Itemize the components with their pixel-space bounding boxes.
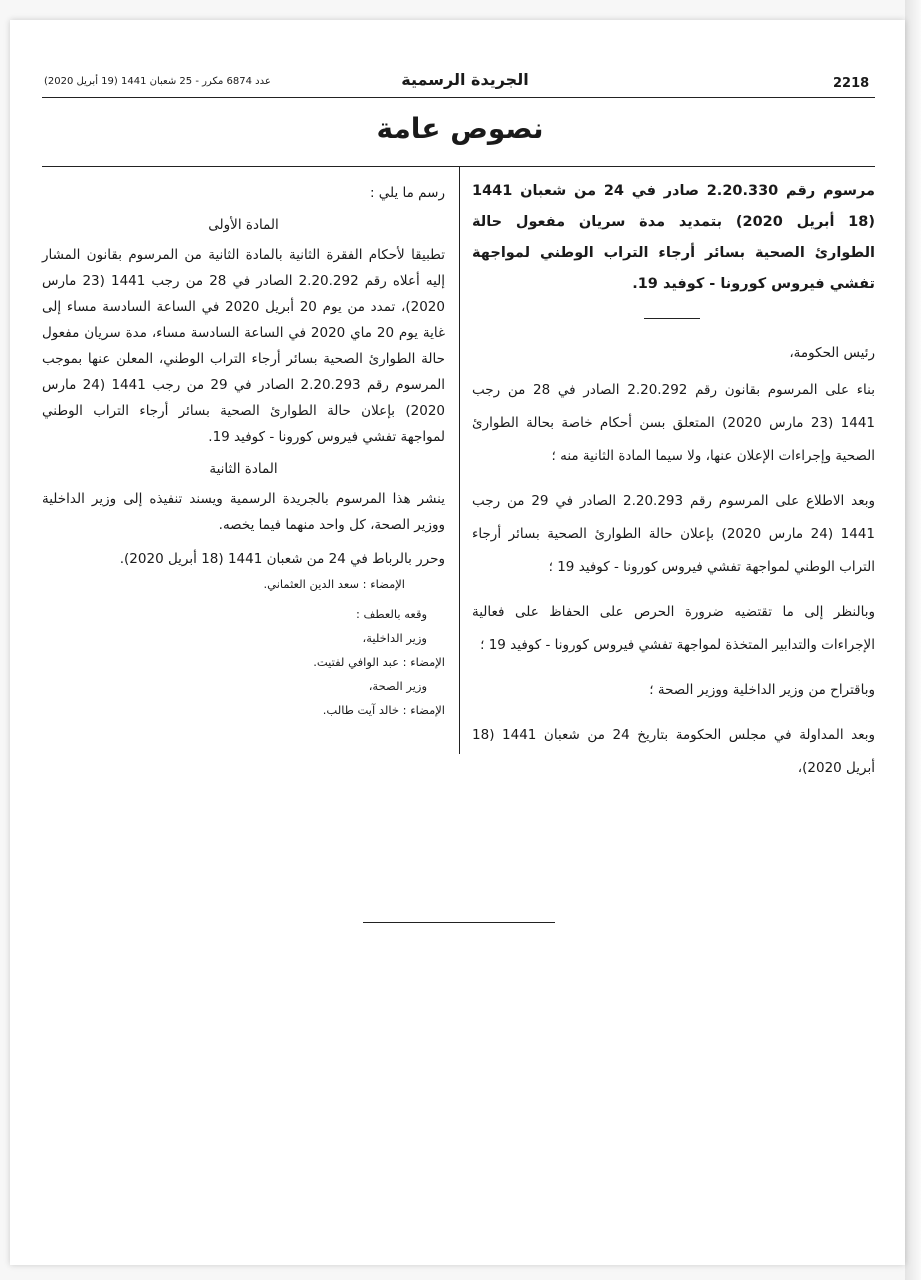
article-1-text: تطبيقا لأحكام الفقرة الثانية بالمادة الثانية من المرسوم بقانون المشار إليه أعلاه رقم 2.20.292 الصادر في 28 من رجب 1441 (23 مارس 2020)، تمدد من يوم 20 أبريل 2020 في الساعة السادسة مساء إلى غاية يوم 20 ماي 2020 في الساعة السادسة مساء، مدة سريان مفعول حالة الطوارئ الصحية بسائر أرجاء التراب الوطني، المعلن عنها بموجب المرسوم رقم 2.20.293 الصادر في 29 من رجب 1441 (24 مارس 2020) بإعلان حالة الطوارئ الصحية بسائر أرجاء التراب الوطني لمواجهة تفشي فيروس كورونا - كوفيد 19. bbox=[42, 247, 446, 445]
section-title: نصوص عامة bbox=[376, 112, 544, 145]
done-at: وحرر بالرباط في 24 من شعبان 1441 (18 أبريل 2020). bbox=[119, 551, 445, 567]
article-2-text: ينشر هذا المرسوم بالجريدة الرسمية ويسند تنفيذه إلى وزير الداخلية ووزير الصحة، كل واحد منهما فيما يخصه. bbox=[42, 491, 445, 533]
decrees-intro: رسم ما يلي : bbox=[369, 185, 445, 201]
interior-minister-label: وزير الداخلية، bbox=[362, 631, 427, 645]
health-minister-label: وزير الصحة، bbox=[368, 679, 427, 693]
page-number: 2218 bbox=[833, 76, 870, 91]
title-divider bbox=[644, 318, 700, 319]
signature-health-minister: الإمضاء : خالد آيت طالب. bbox=[322, 703, 445, 717]
left-column bbox=[42, 180, 445, 722]
right-column bbox=[472, 176, 875, 797]
head-of-government: رئيس الحكومة، bbox=[789, 345, 875, 361]
preamble-paragraph: بناء على المرسوم بقانون رقم 2.20.292 الصادر في 28 من رجب 1441 (23 مارس 2020) المتعلق بسن أحكام خاصة بحالة الطوارئ الصحية وإجراءات الإعلان عنها، ولا سيما المادة الثانية منه ؛ bbox=[472, 382, 876, 464]
preamble-paragraph: وبعد المداولة في مجلس الحكومة بتاريخ 24 من شعبان 1441 (18 أبريل 2020)، bbox=[472, 727, 875, 776]
issue-info: عدد 6874 مكرر - 25 شعبان 1441 (19 أبريل 2020) bbox=[44, 76, 271, 87]
end-divider bbox=[363, 922, 555, 923]
decree-title: مرسوم رقم 2.20.330 صادر في 24 من شعبان 1441 (18 أبريل 2020) بتمديد مدة سريان مفعول حالة الطوارئ الصحية بسائر أرجاء التراب الوطني لمواجهة تفشي فيروس كورونا - كوفيد 19. bbox=[472, 183, 875, 292]
preamble-paragraph: وبعد الاطلاع على المرسوم رقم 2.20.293 الصادر في 29 من رجب 1441 (24 مارس 2020) بإعلان حالة الطوارئ الصحية بسائر أرجاء التراب الوطني لمواجهة تفشي فيروس كورونا - كوفيد 19 ؛ bbox=[472, 493, 876, 575]
countersigned-label: وقعه بالعطف : bbox=[355, 607, 427, 621]
column-separator bbox=[459, 166, 460, 754]
header-divider bbox=[42, 97, 875, 98]
gazette-title: الجريدة الرسمية bbox=[401, 70, 529, 89]
signature-prime-minister: الإمضاء : سعد الدين العثماني. bbox=[263, 577, 405, 591]
preamble-paragraph: وبالنظر إلى ما تقتضيه ضرورة الحرص على الحفاظ على فعالية الإجراءات والتدابير المتخذة لمواجهة تفشي فيروس كورونا - كوفيد 19 ؛ bbox=[472, 604, 875, 653]
signature-interior-minister: الإمضاء : عبد الوافي لفتيت. bbox=[313, 655, 445, 669]
article-1-heading: المادة الأولى bbox=[208, 217, 279, 233]
preamble-paragraph: وباقتراح من وزير الداخلية ووزير الصحة ؛ bbox=[649, 682, 875, 698]
article-2-heading: المادة الثانية bbox=[209, 461, 278, 477]
scan-edge-shadow bbox=[905, 0, 921, 1280]
